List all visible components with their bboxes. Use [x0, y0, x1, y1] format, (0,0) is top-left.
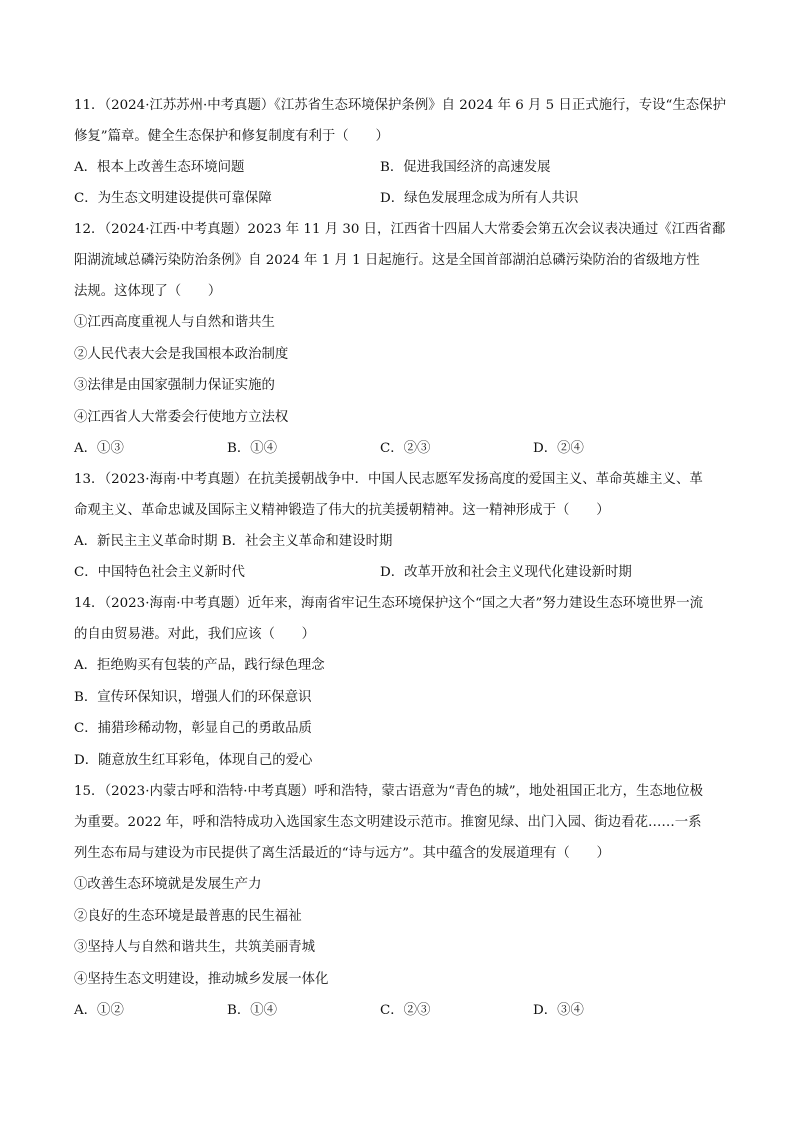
option-a[interactable]: A．①②	[74, 1003, 124, 1018]
question-stem-line: 12．（2024·江西·中考真题）2023 年 11 月 30 日，江西省十四届人大常委会第五次会议表决通过《江西省鄱	[74, 222, 726, 237]
statement-3: ③坚持人与自然和谐共生，共筑美丽青城	[74, 940, 316, 955]
question-stem-line: 列生态布局与建设为市民提供了离生活最近的“诗与远方”。其中蕴含的发展道理有（ ）	[74, 846, 610, 861]
option-c[interactable]: C．②③	[380, 1003, 431, 1018]
question-page	[74, 96, 724, 1032]
statement-4: ④坚持生态文明建设，推动城乡发展一体化	[74, 971, 329, 987]
question-15	[74, 782, 724, 1032]
question-stem-line: 11．（2024·江苏苏州·中考真题）《江苏省生态环境保护条例》自 2024 年 6 月 5 日正式施行，专设“生态保护	[74, 98, 726, 113]
option-c[interactable]: C．捕猎珍稀动物，彰显自己的勇敢品质	[74, 721, 312, 736]
question-stem-line: 修复”篇章。健全生态保护和修复制度有利于（ ）	[74, 129, 389, 144]
statement-2: ②良好的生态环境是最普惠的民生福祉	[74, 908, 302, 924]
question-stem-line: 阳湖流域总磷污染防治条例》自 2024 年 1 月 1 日起施行。这是全国首部湖泊总磷污染防治的省级地方性	[74, 253, 700, 268]
option-c[interactable]: C．②③	[380, 441, 431, 456]
option-b[interactable]: B．宣传环保知识，增强人们的环保意识	[74, 689, 312, 705]
question-stem-line: 为重要。2022 年，呼和浩特成功入选国家生态文明建设示范市。推窗见绿、出门入园、街边看花……一系	[74, 815, 702, 830]
question-stem-line: 15．（2023·内蒙古呼和浩特·中考真题）呼和浩特，蒙古语意为“青色的城”，地处祖国正北方，生态地位极	[74, 784, 704, 799]
question-14	[74, 594, 724, 782]
option-d[interactable]: D．绿色发展理念成为所有人共识	[380, 191, 579, 206]
question-stem-line: 法规。这体现了（ ）	[74, 284, 222, 299]
statement-3: ③法律是由国家强制力保证实施的	[74, 378, 275, 393]
option-c[interactable]: C．为生态文明建设提供可靠保障	[74, 191, 272, 206]
option-b[interactable]: B．①④	[227, 441, 278, 456]
question-stem-line: 14．（2023·海南·中考真题）近年来，海南省牢记生态环境保护这个“国之大者”努力建设生态环境世界一流	[74, 596, 704, 611]
statement-1: ①改善生态环境就是发展生产力	[74, 877, 262, 892]
option-a[interactable]: A．根本上改善生态环境问题	[74, 160, 245, 175]
statement-4: ④江西省人大常委会行使地方立法权	[74, 409, 289, 425]
question-12	[74, 220, 724, 470]
option-d[interactable]: D．③④	[533, 1003, 584, 1018]
question-stem-line: 命观主义、革命忠诚及国际主义精神锻造了伟大的抗美援朝精神。这一精神形成于（ ）	[74, 503, 610, 518]
option-a[interactable]: A．拒绝购买有包装的产品，践行绿色理念	[74, 658, 325, 673]
option-b[interactable]: B．促进我国经济的高速发展	[380, 160, 551, 175]
question-11	[74, 96, 724, 220]
option-d[interactable]: D．改革开放和社会主义现代化建设新时期	[380, 565, 632, 580]
question-13	[74, 470, 724, 594]
question-stem-line: 的自由贸易港。对此，我们应该（ ）	[74, 627, 316, 642]
statement-1: ①江西高度重视人与自然和谐共生	[74, 315, 275, 330]
option-a[interactable]: A．①③	[74, 441, 124, 456]
statement-2: ②人民代表大会是我国根本政治制度	[74, 346, 289, 362]
option-d[interactable]: D．随意放生红耳彩龟，体现自己的爱心	[74, 752, 313, 768]
question-stem-line: 13．（2023·海南·中考真题）在抗美援朝战争中．中国人民志愿军发扬高度的爱国主义、革命英雄主义、革	[74, 472, 703, 487]
option-a-b[interactable]: A．新民主主义革命时期 B．社会主义革命和建设时期	[74, 534, 393, 549]
option-b[interactable]: B．①④	[227, 1003, 278, 1018]
option-d[interactable]: D．②④	[533, 441, 584, 456]
option-c[interactable]: C．中国特色社会主义新时代	[74, 565, 245, 580]
